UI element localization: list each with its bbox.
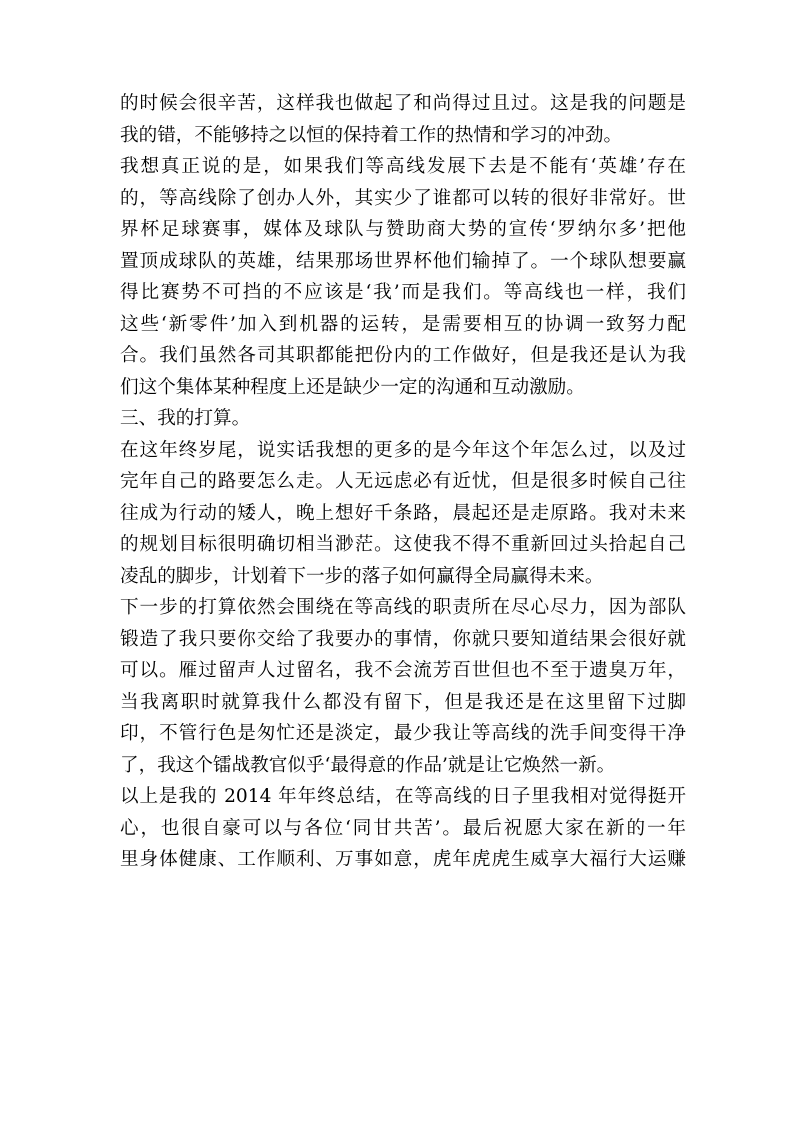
text-line: 锻造了我只要你交给了我要办的事情，你就只要知道结果会很好就 [120,628,686,650]
text-line: 凌乱的脚步，计划着下一步的落子如何赢得全局赢得未来。 [120,565,604,587]
text-line: 合。我们虽然各司其职都能把份内的工作做好，但是我还是认为我 [120,345,686,366]
text-line: 下一步的打算依然会围绕在等高线的职责所在尽心尽力，因为部队 [120,597,686,618]
text-line: 的时候会很辛苦，这样我也做起了和尚得过且过。这是我的问题是 [120,93,686,114]
text-line: 可以。雁过留声人过留名，我不会流芳百世但也不至于遗臭万年， [120,660,686,681]
text-line: 这些‘新零件’加入到机器的运转，是需要相互的协调一致努力配 [120,313,686,335]
text-line: 往成为行动的矮人，晚上想好千条路，晨起还是走原路。我对未来 [120,502,686,524]
text-line: 我的错，不能够持之以恒的保持着工作的热情和学习的冲劲。 [120,124,623,146]
text-line: 当我离职时就算我什么都没有留下，但是我还是在这里留下过脚 [120,691,686,713]
text-line: 置顶成球队的英雄，结果那场世界杯他们输掉了。一个球队想要赢 [120,250,686,272]
text-line: 心，也很自豪可以与各位‘同甘共苦’。最后祝愿大家在新的一年 [120,817,686,839]
text-line: 以上是我的 2014 年年终总结，在等高线的日子里我相对觉得挺开 [120,786,686,807]
text-line: 在这年终岁尾，说实话我想的更多的是今年这个年怎么过，以及过 [120,439,686,461]
text-line: 里身体健康、工作顺利、万事如意，虎年虎虎生威享大福行大运赚 [120,849,686,870]
text-line: 的，等高线除了创办人外，其实少了谁都可以转的很好非常好。世 [120,187,686,209]
text-line: 的规划目标很明确切相当渺茫。这使我不得不重新回过头拾起自己 [120,534,686,555]
text-line: 完年自己的路要怎么走。人无远虑必有近忧，但是很多时候自己往 [120,471,686,492]
section-heading: 三、我的打算。 [120,408,251,429]
document-body [120,88,686,876]
text-line: 印，不管行色是匆忙还是淡定，最少我让等高线的洗手间变得干净 [120,723,686,744]
text-line: 了，我这个镭战教官似乎‘最得意的作品’就是让它焕然一新。 [120,754,616,776]
text-line: 们这个集体某种程度上还是缺少一定的沟通和互动激励。 [120,376,585,398]
text-line: 界杯足球赛事，媒体及球队与赞助商大势的宣传‘罗纳尔多’把他 [120,219,686,240]
text-line: 我想真正说的是，如果我们等高线发展下去是不能有‘英雄’存在 [120,156,686,177]
text-line: 得比赛势不可挡的不应该是‘我’而是我们。等高线也一样，我们 [120,282,686,303]
